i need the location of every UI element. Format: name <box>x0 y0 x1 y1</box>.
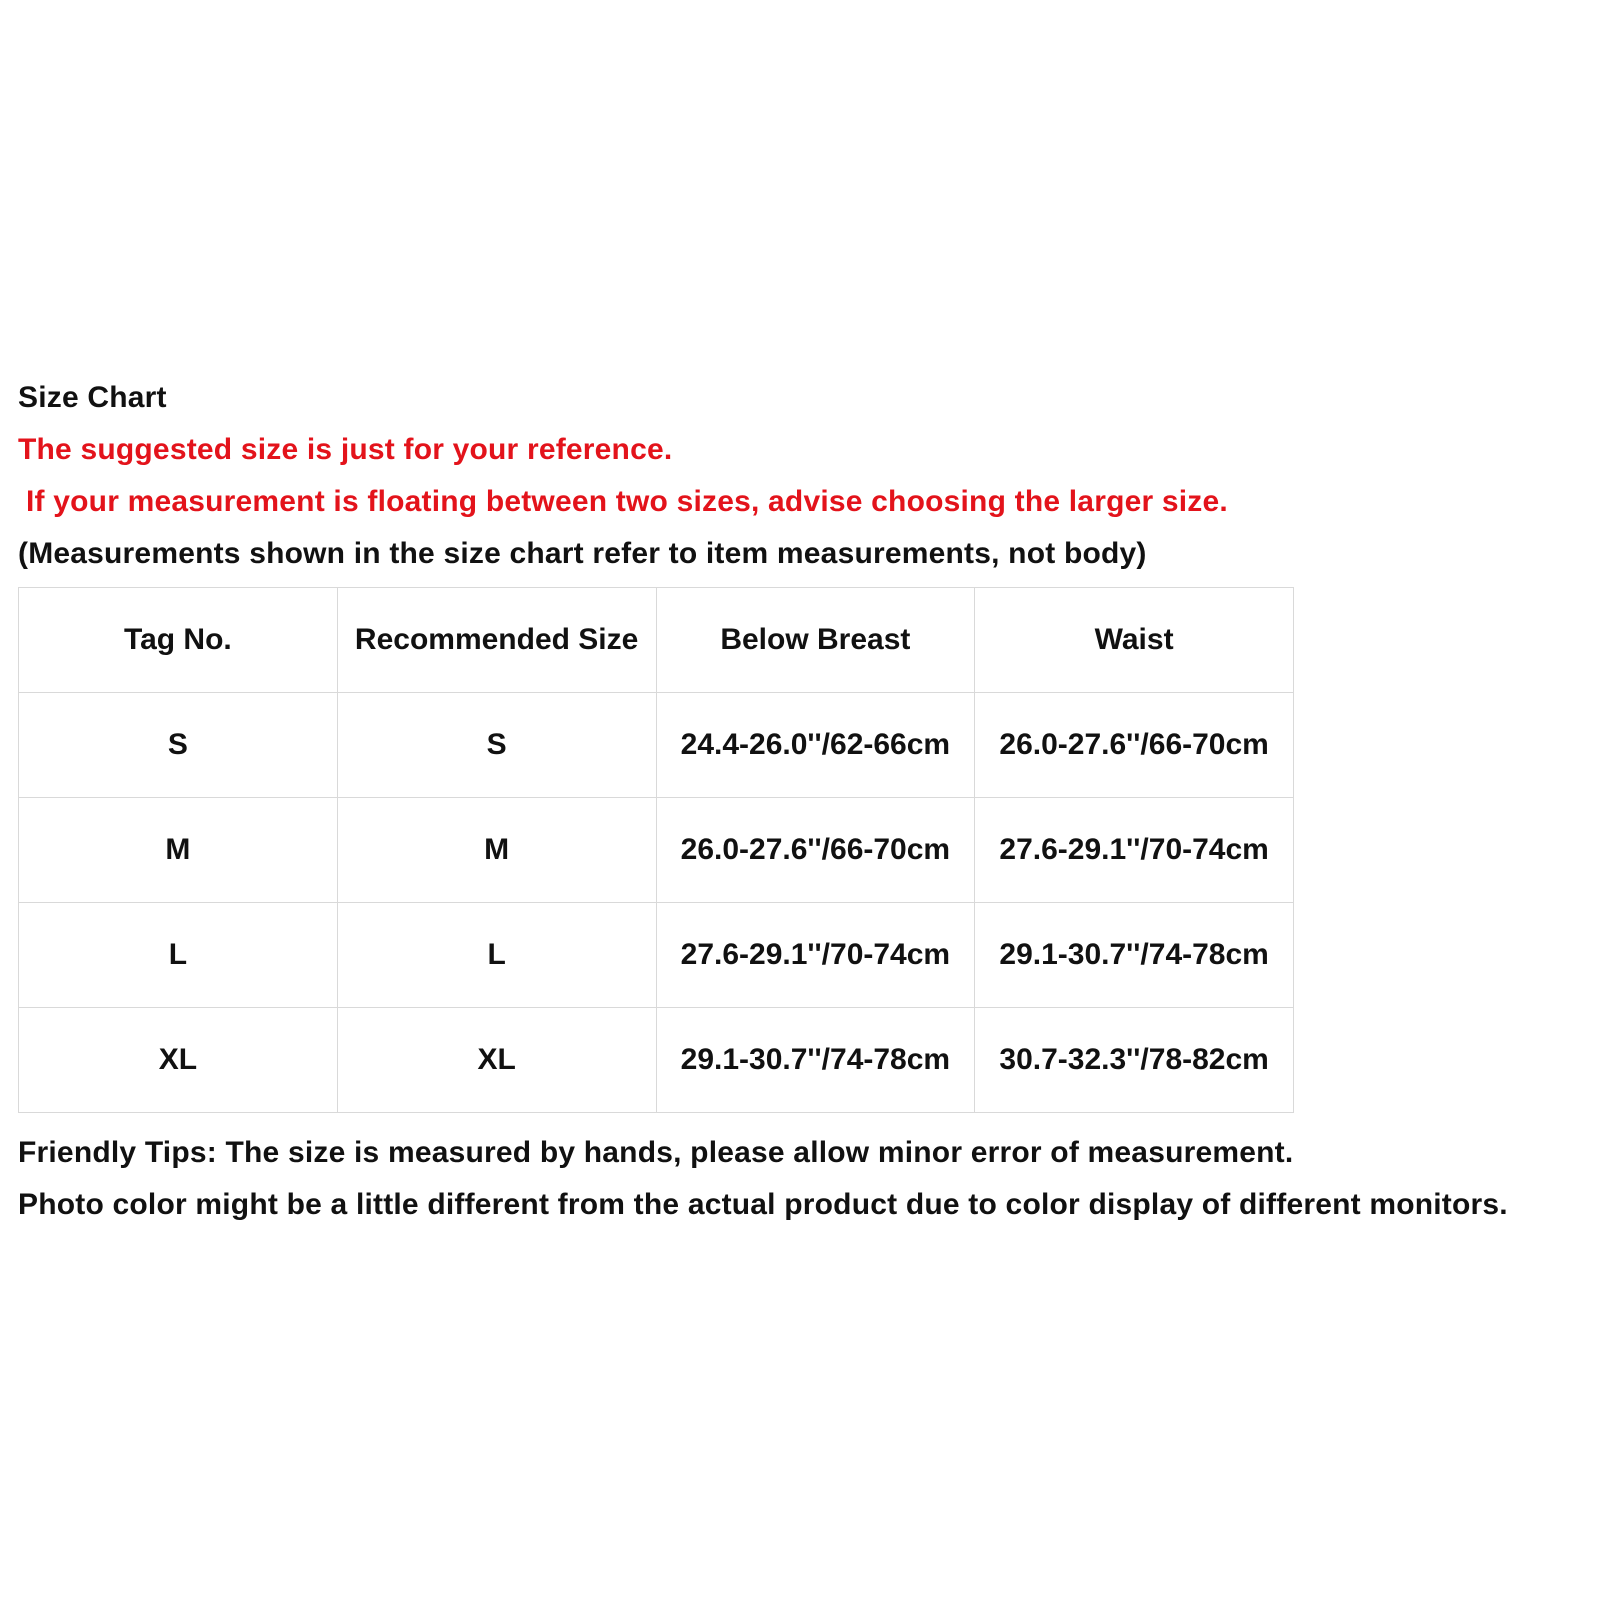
cell-recommended-size: XL <box>337 1008 656 1113</box>
cell-below-breast: 24.4-26.0''/62-66cm <box>656 693 975 798</box>
table-row <box>19 903 1294 1008</box>
table-row <box>19 1008 1294 1113</box>
cell-tag-no: M <box>19 798 338 903</box>
cell-tag-no: XL <box>19 1008 338 1113</box>
friendly-tips: Friendly Tips: The size is measured by hands, please allow minor error of measurement. <box>18 1136 1294 1169</box>
photo-color-note: Photo color might be a little different from the actual product due to color display of different monitors. <box>18 1188 1508 1221</box>
cell-waist: 26.0-27.6''/66-70cm <box>975 693 1294 798</box>
reference-note: The suggested size is just for your reference. <box>18 433 673 466</box>
cell-recommended-size: L <box>337 903 656 1008</box>
cell-waist: 27.6-29.1''/70-74cm <box>975 798 1294 903</box>
header-tag-no: Tag No. <box>19 588 338 693</box>
header-below-breast: Below Breast <box>656 588 975 693</box>
cell-below-breast: 29.1-30.7''/74-78cm <box>656 1008 975 1113</box>
table-row <box>19 798 1294 903</box>
floating-size-note: If your measurement is floating between two sizes, advise choosing the larger size. <box>26 485 1228 518</box>
header-recommended-size: Recommended Size <box>337 588 656 693</box>
header-waist: Waist <box>975 588 1294 693</box>
measurements-note: (Measurements shown in the size chart refer to item measurements, not body) <box>18 537 1147 570</box>
cell-recommended-size: M <box>337 798 656 903</box>
cell-waist: 29.1-30.7''/74-78cm <box>975 903 1294 1008</box>
cell-below-breast: 27.6-29.1''/70-74cm <box>656 903 975 1008</box>
cell-below-breast: 26.0-27.6''/66-70cm <box>656 798 975 903</box>
cell-tag-no: S <box>19 693 338 798</box>
cell-recommended-size: S <box>337 693 656 798</box>
cell-waist: 30.7-32.3''/78-82cm <box>975 1008 1294 1113</box>
page-title: Size Chart <box>18 381 167 414</box>
size-chart-document <box>18 372 1588 1231</box>
table-header-row <box>19 588 1294 693</box>
size-table <box>18 587 1294 1113</box>
cell-tag-no: L <box>19 903 338 1008</box>
table-row <box>19 693 1294 798</box>
